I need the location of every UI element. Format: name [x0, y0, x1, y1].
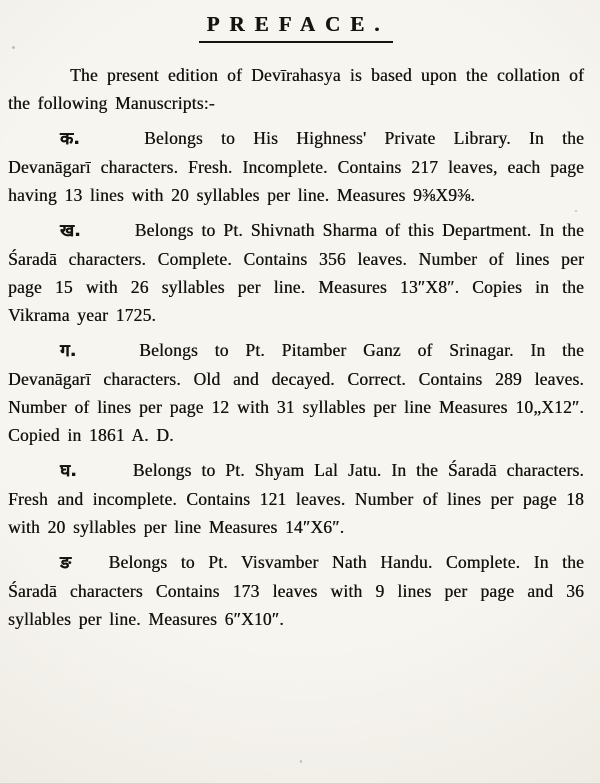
page-title: PREFACE.: [199, 12, 394, 43]
manuscript-paragraph: [8, 216, 584, 329]
manuscript-paragraph: [8, 124, 584, 209]
manuscript-paragraph: [8, 548, 584, 633]
manuscript-description: Belongs to Pt. Visvamber Nath Handu. Complete. In the Śaradā characters Contains 173 leaves with 9 lines per page and 36 syllables per line. Measures 6″X10″.: [8, 552, 584, 629]
manuscript-marker: ङ: [60, 553, 72, 573]
scan-speck: [12, 46, 15, 49]
manuscript-paragraph: [8, 456, 584, 541]
intro-paragraph: [8, 61, 584, 117]
intro-text: The present edition of Devīrahasya is based upon the collation of the following Manuscripts:-: [8, 65, 584, 113]
scan-speck: [575, 210, 577, 212]
manuscript-description: Belongs to His Highness' Private Library. In the Devanāgarī characters. Fresh. Incomplete. Contains 217 leaves, each page having 13 lines with 20 syllables per line. Measures 9⅜X9⅜.: [8, 128, 584, 205]
page-title-row: [8, 12, 584, 43]
manuscript-marker: क.: [60, 129, 80, 149]
manuscript-marker: ग.: [60, 341, 77, 361]
manuscript-marker: ख.: [60, 221, 81, 241]
manuscript-description: Belongs to Pt. Shyam Lal Jatu. In the Śaradā characters. Fresh and incomplete. Contains 121 leaves. Number of lines per page 18 with 20 syllables per line Measures 14″X6″.: [8, 460, 584, 537]
manuscript-description: Belongs to Pt. Shivnath Sharma of this Department. In the Śaradā characters. Complete. Contains 356 leaves. Number of lines per page 15 with 26 syllables per line. Measures 13″X8″. Copies in the Vikrama year 1725.: [8, 220, 584, 325]
manuscript-paragraph: [8, 336, 584, 449]
manuscript-description: Belongs to Pt. Pitamber Ganz of Srinagar. In the Devanāgarī characters. Old and decayed. Correct. Contains 289 leaves. Number of lines per page 12 with 31 syllables per line Measures 10„X12″. Copied in 1861 A. D.: [8, 340, 584, 445]
manuscript-marker: घ.: [60, 461, 77, 481]
scan-speck: [300, 760, 302, 763]
